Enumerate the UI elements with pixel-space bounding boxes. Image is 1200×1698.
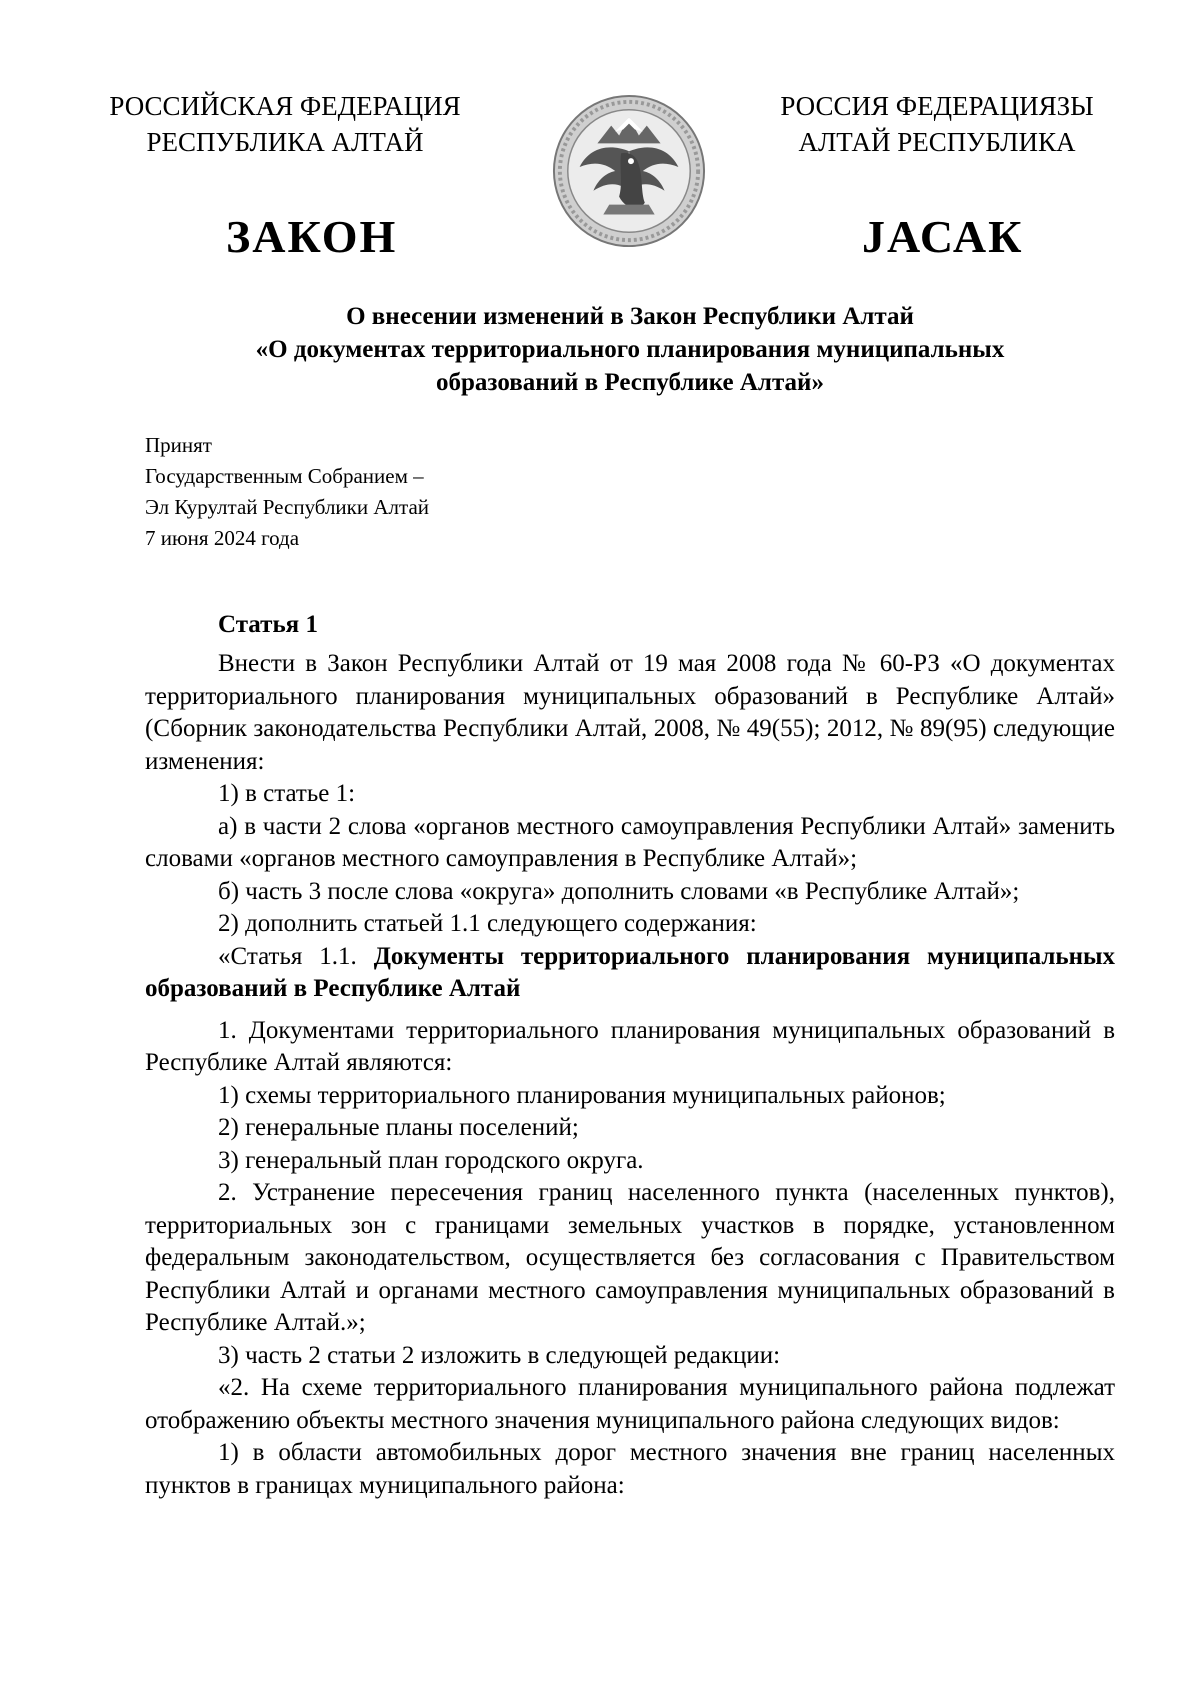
republic-altai-coat-of-arms-icon — [550, 92, 708, 250]
paragraph-new-1-2: 2) генеральные планы поселений; — [218, 1114, 579, 1141]
header-left-line: РОССИЙСКАЯ ФЕДЕРАЦИЯ — [109, 91, 461, 121]
adoption-date: 7 июня 2024 года — [145, 526, 300, 550]
new-article-heading — [145, 941, 1115, 1006]
paragraph-new-1: 1. Документами территориального планирования муниципальных образований в Республике Алтай являются: — [145, 1016, 1115, 1076]
adoption-note — [145, 430, 429, 554]
paragraph-item-1: 1) в статье 1: — [218, 780, 356, 807]
law-title-altai: JАСАК — [862, 211, 1024, 262]
new-article-title: Документы территориального планирования муниципальных образований в Республике Алтай — [145, 942, 1115, 1002]
paragraph-quote-2: «2. На схеме территориального планирования муниципального района подлежат отображению объекты местного значения муниципального района следующих видов: — [145, 1374, 1115, 1434]
paragraph-item-1a: а) в части 2 слова «органов местного самоуправления Республики Алтай» заменить словами «органов местного самоуправления в Республике Алтай»; — [145, 812, 1115, 872]
paragraph-item-3: 3) часть 2 статьи 2 изложить в следующей редакции: — [218, 1341, 781, 1369]
header-left-line: РЕСПУБЛИКА АЛТАЙ — [146, 127, 424, 157]
title-line: «О документах территориального планирования муниципальных — [255, 336, 1005, 363]
article-heading: Статья 1 — [218, 611, 318, 638]
new-article-prefix: «Статья 1.1. — [218, 942, 357, 970]
adoption-line: Эл Курултай Республики Алтай — [145, 495, 430, 519]
paragraph-new-1-3: 3) генеральный план городского округа. — [218, 1146, 644, 1174]
header-left — [95, 88, 475, 160]
paragraph-item-1b: б) часть 3 после слова «округа» дополнить словами «в Республике Алтай»; — [218, 877, 1020, 905]
header-right-line: РОССИЯ ФЕДЕРАЦИЯЗЫ — [780, 91, 1094, 121]
paragraph-new-1-1: 1) схемы территориального планирования муниципальных районов; — [218, 1081, 946, 1109]
adoption-line: Принят — [145, 433, 212, 457]
adoption-line: Государственным Собранием – — [145, 464, 424, 488]
paragraph-quote-2-1: 1) в области автомобильных дорог местного значения вне границ населенных пунктов в границах муниципального района: — [145, 1439, 1115, 1499]
document-title — [150, 300, 1110, 399]
article-body — [145, 648, 1115, 1502]
header-right — [752, 88, 1122, 160]
paragraph-intro: Внести в Закон Республики Алтай от 19 мая 2008 года № 60-РЗ «О документах территориального планирования муниципальных образований в Республике Алтай» (Сборник законодательства Республики Алтай, 2008, № 49(55); 2012, № 89(95) следующие изменения: — [145, 650, 1115, 775]
title-line: образований в Республике Алтай» — [436, 369, 824, 396]
paragraph-item-2: 2) дополнить статьей 1.1 следующего содержания: — [218, 910, 757, 937]
title-line: О внесении изменений в Закон Республики Алтай — [346, 303, 914, 330]
paragraph-new-2: 2. Устранение пересечения границ населенного пункта (населенных пунктов), территориальных зон с границами земельных участков в порядке, установленном федеральным законодательством, осуществляется без согласования с Правительством Республики Алтай и органами местного самоуправления муниципальных образований в Республике Алтай.»; — [145, 1179, 1115, 1336]
header-right-line: АЛТАЙ РЕСПУБЛИКА — [798, 127, 1076, 157]
law-title-ru: ЗАКОН — [226, 211, 398, 262]
